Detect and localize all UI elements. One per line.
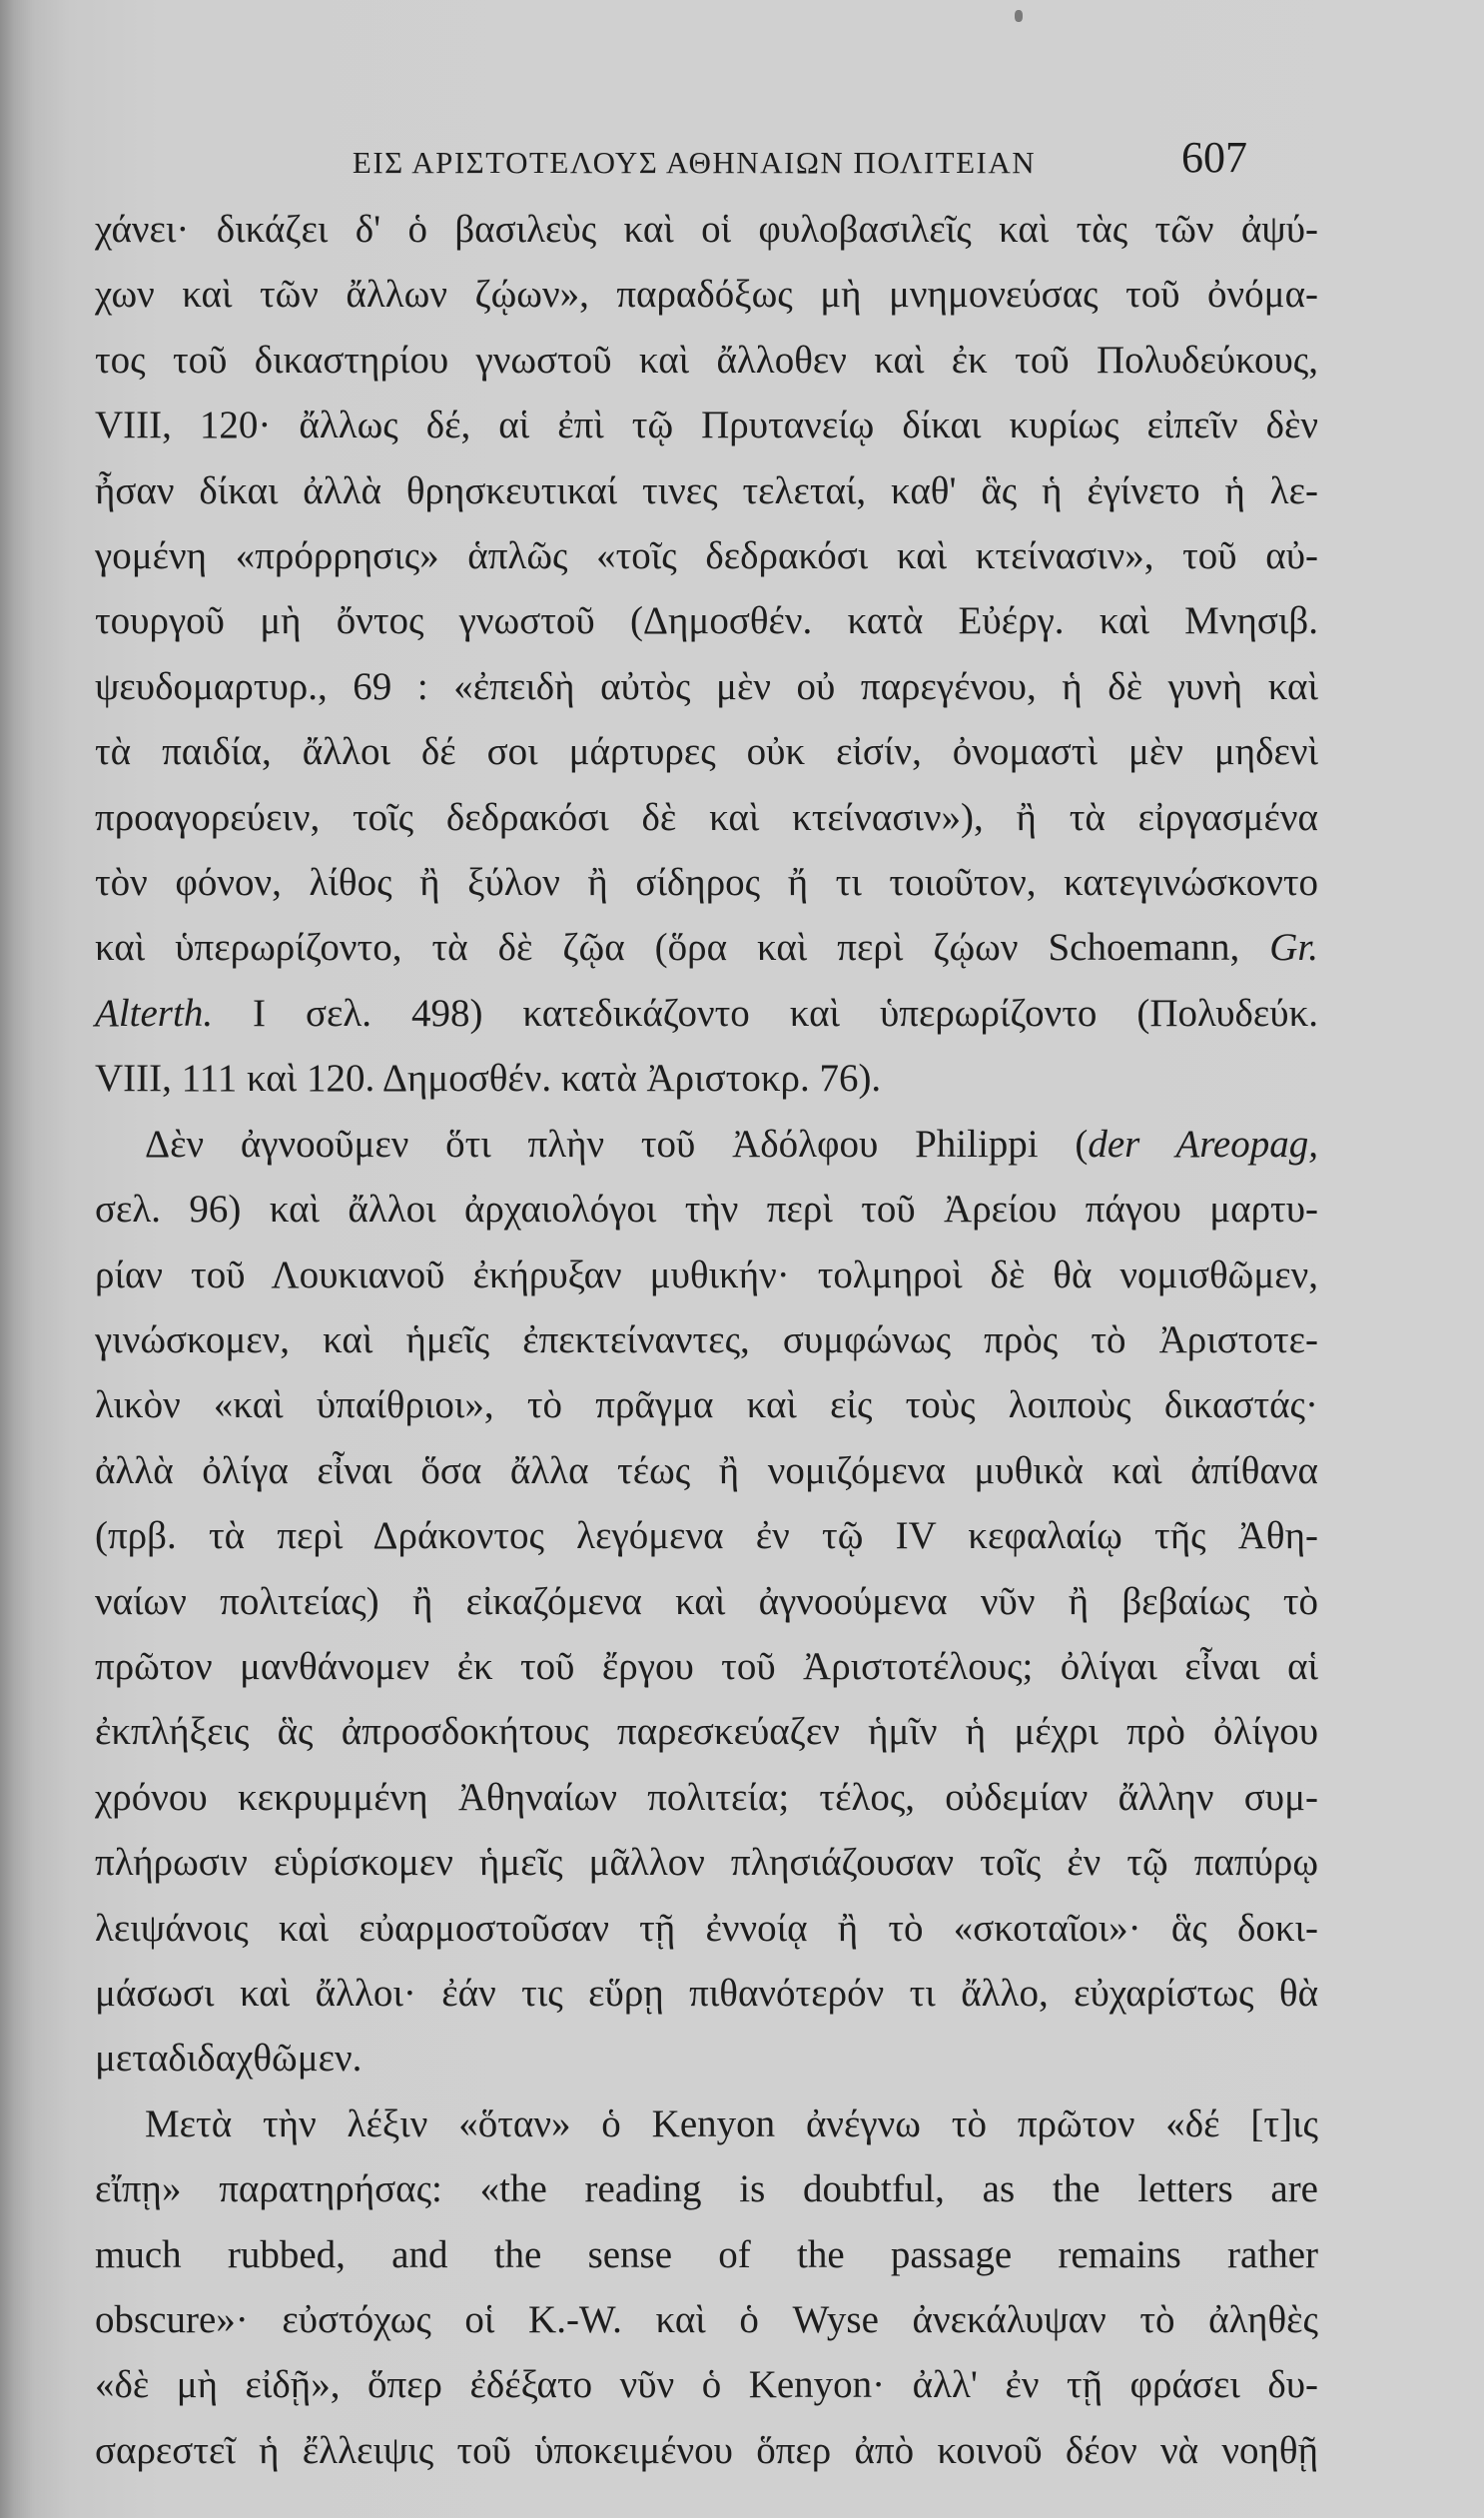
text-line (95, 1569, 1318, 1634)
text-segment: ρίαν τοῦ Λουκιανοῦ ἐκήρυξαν μυθικήν· τολμηροὶ δὲ θὰ νομισθῶμεν, (95, 1253, 1318, 1296)
text-line (95, 2222, 1318, 2287)
text-line (95, 2352, 1318, 2417)
text-segment: ἐκπλήξεις ἃς ἀπροσδοκήτους παρεσκεύαζεν ἡμῖν ἡ μέχρι πρὸ ὀλίγου (95, 1710, 1318, 1754)
text-line (95, 1961, 1318, 2026)
text-segment: χρόνου κεκρυμμένη Ἀθηναίων πολιτεία; τέλος, οὐδεμίαν ἄλλην συμ- (95, 1775, 1318, 1819)
text-line (95, 1830, 1318, 1895)
text-line (95, 2418, 1318, 2483)
text-segment: μεταδιδαχθῶμεν. (95, 2037, 363, 2081)
text-line (95, 1046, 1318, 1111)
text-segment: σελ. 96) καὶ ἄλλοι ἀρχαιολόγοι τὴν περὶ τοῦ Ἀρείου πάγου μαρτυ- (95, 1188, 1318, 1232)
text-line (95, 197, 1318, 262)
text-segment: γινώσκομεν, καὶ ἡμεῖς ἐπεκτείναντες, συμφώνως πρὸς τὸ Ἀριστοτε- (95, 1317, 1318, 1361)
text-segment: χάνει· δικάζει δ' ὁ βασιλεὺς καὶ οἱ φυλοβασιλεῖς καὶ τὰς τῶν ἀψύ- (95, 208, 1318, 251)
scan-speck (1015, 10, 1023, 22)
italic-text: der Areopag, (1088, 1122, 1318, 1166)
text-segment: σαρεστεῖ ἡ ἔλλειψις τοῦ ὑποκειμένου ὅπερ ἀπὸ κοινοῦ δέον νὰ νοηθῇ (95, 2428, 1318, 2472)
text-segment: εἴπῃ» παρατηρήσας: «the reading is doubtful, as the letters are (95, 2167, 1318, 2211)
text-line (95, 2287, 1318, 2352)
text-line (95, 328, 1318, 393)
text-segment: λικὸν «καὶ ὑπαίθριοι», τὸ πρᾶγμα καὶ εἰς τοὺς λοιποὺς δικαστάς· (95, 1383, 1318, 1427)
text-segment: τὸν φόνον, λίθος ἢ ξύλον ἢ σίδηρος ἤ τι τοιοῦτον, κατεγινώσκοντο (95, 861, 1318, 905)
text-line (95, 458, 1318, 523)
text-segment: ναίων πολιτείας) ἢ εἰκαζόμενα καὶ ἀγνοούμενα νῦν ἢ βεβαίως τὸ (95, 1579, 1318, 1623)
text-segment: VIII, 120· ἄλλως δέ, αἱ ἐπὶ τῷ Πρυτανείῳ δίκαι κυρίως εἰπεῖν δὲν (95, 404, 1318, 447)
text-segment: τὰ παιδία, ἄλλοι δέ σοι μάρτυρες οὐκ εἰσίν, ὀνομαστὶ μὲν μηδενὶ (95, 730, 1318, 774)
text-segment: πρῶτον μανθάνομεν ἐκ τοῦ ἔργου τοῦ Ἀριστοτέλους; ὀλίγαι εἶναι αἱ (95, 1644, 1318, 1688)
text-segment: (πρβ. τὰ περὶ Δράκοντος λεγόμενα ἐν τῷ IV κεφαλαίῳ τῆς Ἀθη- (95, 1514, 1318, 1558)
text-line (95, 1503, 1318, 1568)
text-line (95, 1765, 1318, 1830)
text-segment: ἦσαν δίκαι ἀλλὰ θρησκευτικαί τινες τελεταί, καθ' ἃς ἡ ἐγίνετο ἡ λε- (95, 468, 1318, 512)
text-line (95, 588, 1318, 653)
text-line (95, 1438, 1318, 1503)
text-segment: προαγορεύειν, τοῖς δεδρακόσι δὲ καὶ κτείνασιν»), ἢ τὰ εἰργασμένα (95, 795, 1318, 839)
text-line (95, 523, 1318, 588)
text-line (95, 915, 1318, 980)
text-line (95, 1699, 1318, 1764)
text-line (95, 850, 1318, 915)
text-segment: «δὲ μὴ εἰδῇ», ὅπερ ἐδέξατο νῦν ὁ Kenyon· ἀλλ' ἐν τῇ φράσει δυ- (95, 2363, 1318, 2407)
running-head-title: ΕΙΣ ΑΡΙΣΤΟΤΕΛΟΥΣ ΑΘΗΝΑΙΩΝ ΠΟΛΙΤΕΙΑΝ (352, 145, 1037, 180)
text-line (95, 1372, 1318, 1437)
text-line (95, 1112, 1318, 1177)
text-line (95, 393, 1318, 457)
text-segment: πλήρωσιν εὑρίσκομεν ἡμεῖς μᾶλλον πλησιάζουσαν τοῖς ἐν τῷ παπύρῳ (95, 1841, 1318, 1885)
text-segment: τος τοῦ δικαστηρίου γνωστοῦ καὶ ἄλλοθεν καὶ ἐκ τοῦ Πολυδεύκους, (95, 338, 1318, 382)
text-line (95, 1177, 1318, 1242)
text-segment: χων καὶ τῶν ἄλλων ζῴων», παραδόξως μὴ μνημονεύσας τοῦ ὀνόμα- (95, 273, 1318, 317)
text-line (95, 785, 1318, 850)
text-line (95, 2156, 1318, 2221)
text-segment: Μετὰ τὴν λέξιν «ὅταν» ὁ Kenyon ἀνέγνω τὸ πρῶτον «δέ [τ]ις (145, 2101, 1318, 2145)
text-line (95, 981, 1318, 1046)
text-segment: ψευδομαρτυρ., 69 : «ἐπειδὴ αὐτὸς μὲν οὐ παρεγένου, ἡ δὲ γυνὴ καὶ (95, 664, 1318, 708)
text-line (95, 2092, 1318, 2156)
text-segment: I σελ. 498) κατεδικάζοντο καὶ ὑπερωρίζοντο (Πολυδεύκ. (213, 991, 1318, 1035)
text-line (95, 1243, 1318, 1307)
text-segment: VIII, 111 καὶ 120. Δημοσθέν. κατὰ Ἀριστοκρ. 76). (95, 1057, 882, 1101)
text-segment: καὶ ὑπερωρίζοντο, τὰ δὲ ζῷα (ὅρα καὶ περὶ ζῴων Schoemann, (95, 926, 1270, 970)
text-segment: obscure»· εὐστόχως οἱ K.-W. καὶ ὁ Wyse ἀνεκάλυψαν τὸ ἀληθὲς (95, 2298, 1318, 2341)
page-number: 607 (1181, 133, 1247, 182)
text-line (95, 1634, 1318, 1699)
text-segment: τουργοῦ μὴ ὄντος γνωστοῦ (Δημοσθέν. κατὰ Εὐέργ. καὶ Μνησιβ. (95, 599, 1318, 643)
text-segment: γομένη «πρόρρησις» ἁπλῶς «τοῖς δεδρακόσι καὶ κτείνασιν», τοῦ αὐ- (95, 534, 1318, 578)
text-line (95, 2026, 1318, 2091)
text-segment: μάσωσι καὶ ἄλλοι· ἐάν τις εὕρῃ πιθανότερόν τι ἄλλο, εὐχαρίστως θὰ (95, 1971, 1318, 2015)
text-segment: λειψάνοις καὶ εὐαρμοστοῦσαν τῇ ἐννοίᾳ ἢ τὸ «σκοταῖοι»· ἃς δοκι- (95, 1906, 1318, 1950)
text-line (95, 1896, 1318, 1961)
text-line (95, 719, 1318, 784)
text-line (95, 654, 1318, 719)
text-segment: ἀλλὰ ὀλίγα εἶναι ὅσα ἄλλα τέως ἢ νομιζόμενα μυθικὰ καὶ ἀπίθανα (95, 1448, 1318, 1492)
italic-text: Gr. (1269, 926, 1318, 970)
italic-text: Alterth. (95, 991, 214, 1035)
text-segment: much rubbed, and the sense of the passage remains rather (95, 2232, 1318, 2276)
text-line (95, 1307, 1318, 1372)
body-text (95, 197, 1318, 2483)
text-segment: Δὲν ἀγνοοῦμεν ὅτι πλὴν τοῦ Ἀδόλφου Philippi ( (145, 1122, 1089, 1166)
text-line (95, 262, 1318, 327)
